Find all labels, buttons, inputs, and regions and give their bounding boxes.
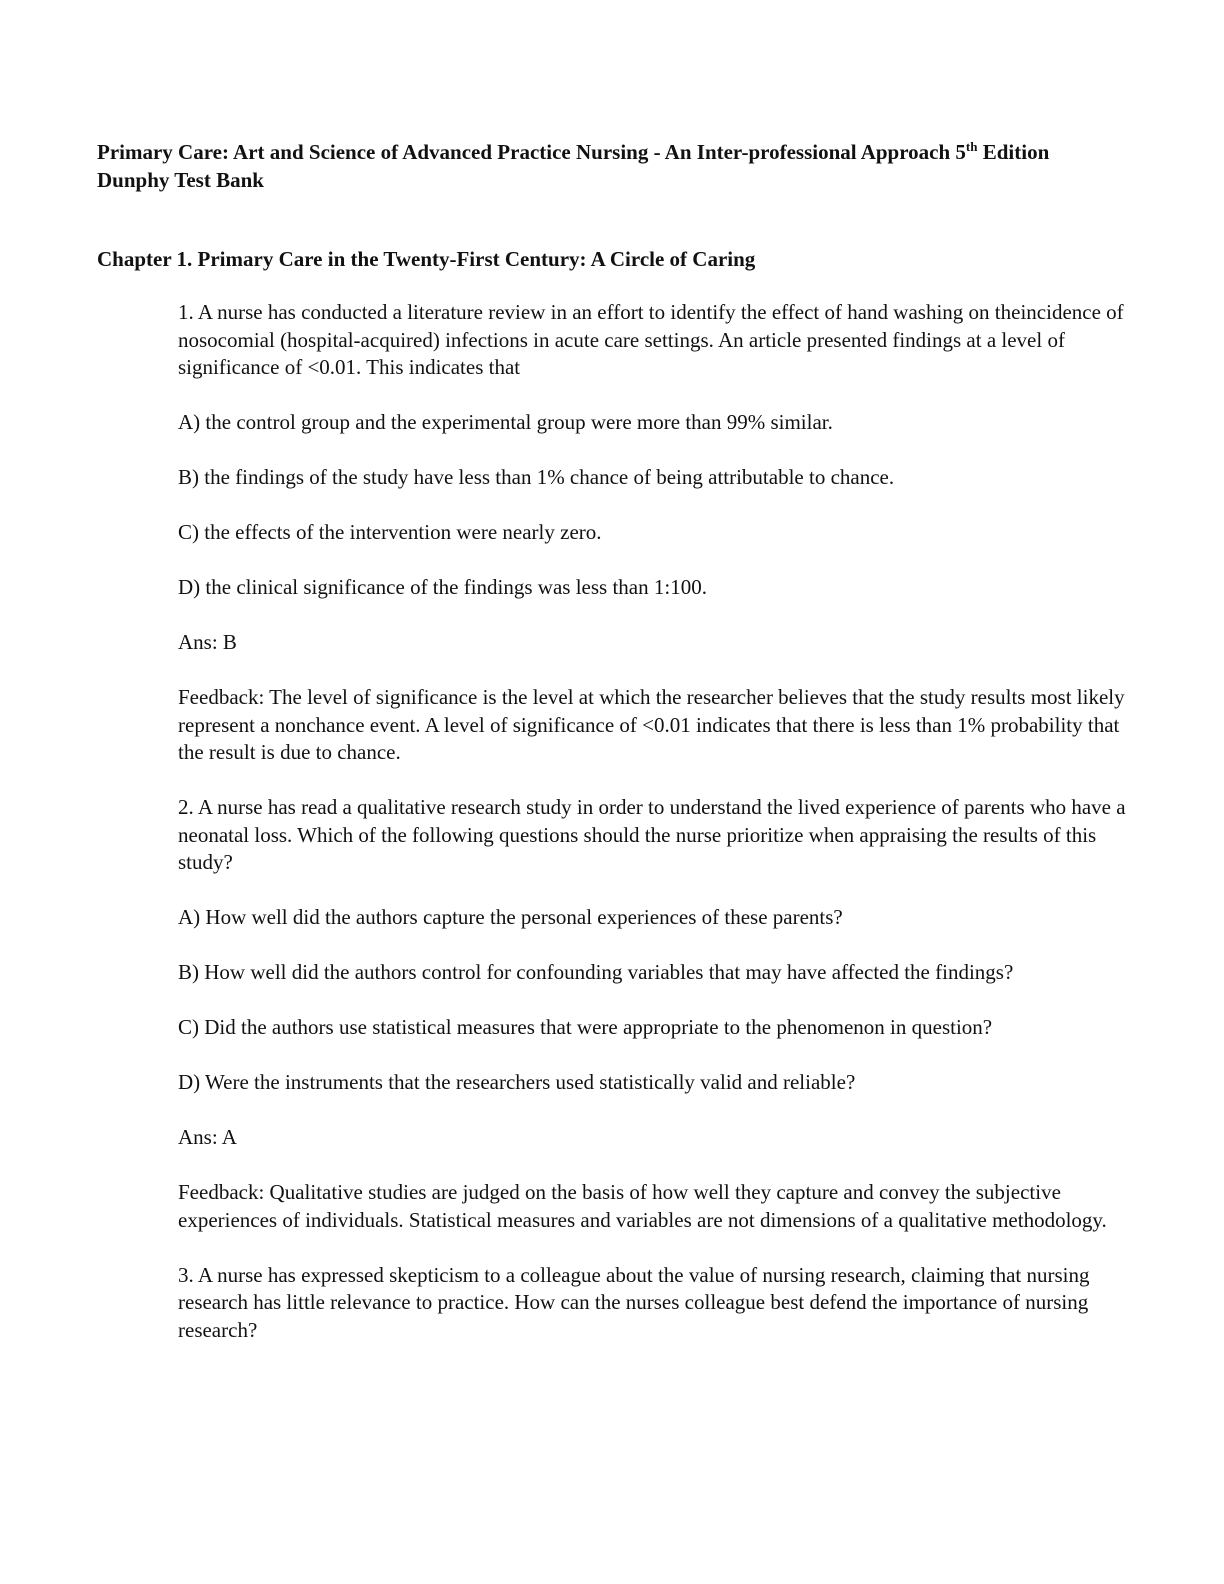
question-2-option-c: C) Did the authors use statistical measures that were appropriate to the phenomenon in question? [178, 1015, 993, 1039]
question-1-feedback: Feedback: The level of significance is the level at which the researcher believes that the study results most likely represent a nonchance event. A level of significance of <0.01 indicates that there is less than 1% probability that the result is due to chance. [178, 685, 1125, 764]
chapter-heading: Chapter 1. Primary Care in the Twenty-First Century: A Circle of Caring [97, 247, 756, 271]
question-1-stem: 1. A nurse has conducted a literature review in an effort to identify the effect of hand washing on theincidence of nosocomial (hospital-acquired) infections in acute care settings. An article presented findings at a level of significance of <0.01. This indicates that [178, 300, 1124, 379]
question-1-option-a: A) the control group and the experimental group were more than 99% similar. [178, 410, 833, 434]
question-1-option-d: D) the clinical significance of the findings was less than 1:100. [178, 575, 707, 599]
question-2-feedback: Feedback: Qualitative studies are judged on the basis of how well they capture and convey the subjective experiences of individuals. Statistical measures and variables are not dimensions of a qualitative methodology. [178, 1180, 1107, 1232]
question-list [178, 299, 1144, 1372]
document-title-edition: Edition Dunphy Test Bank [97, 140, 1050, 192]
document-title-superscript: th [965, 139, 978, 154]
question-2-option-b: B) How well did the authors control for confounding variables that may have affected the findings? [178, 960, 1014, 984]
question-1-option-b: B) the findings of the study have less than 1% chance of being attributable to chance. [178, 465, 895, 489]
question-2-option-d: D) Were the instruments that the researchers used statistically valid and reliable? [178, 1070, 856, 1094]
question-1-answer: Ans: B [178, 630, 237, 654]
question-2-stem: 2. A nurse has read a qualitative research study in order to understand the lived experience of parents who have a neonatal loss. Which of the following questions should the nurse prioritize when appraising the results of this study? [178, 795, 1126, 874]
document-title [97, 138, 1097, 194]
question-3-stem: 3. A nurse has expressed skepticism to a colleague about the value of nursing research, claiming that nursing research has little relevance to practice. How can the nurses colleague best defend the importance of nursing research? [178, 1262, 1090, 1342]
question-2-answer: Ans: A [178, 1125, 237, 1149]
question-2-option-a: A) How well did the authors capture the personal experiences of these parents? [178, 905, 843, 929]
document-title-main: Primary Care: Art and Science of Advanced Practice Nursing - An Inter-professional Approach 5 [97, 140, 966, 164]
question-1-option-c: C) the effects of the intervention were nearly zero. [178, 520, 602, 544]
